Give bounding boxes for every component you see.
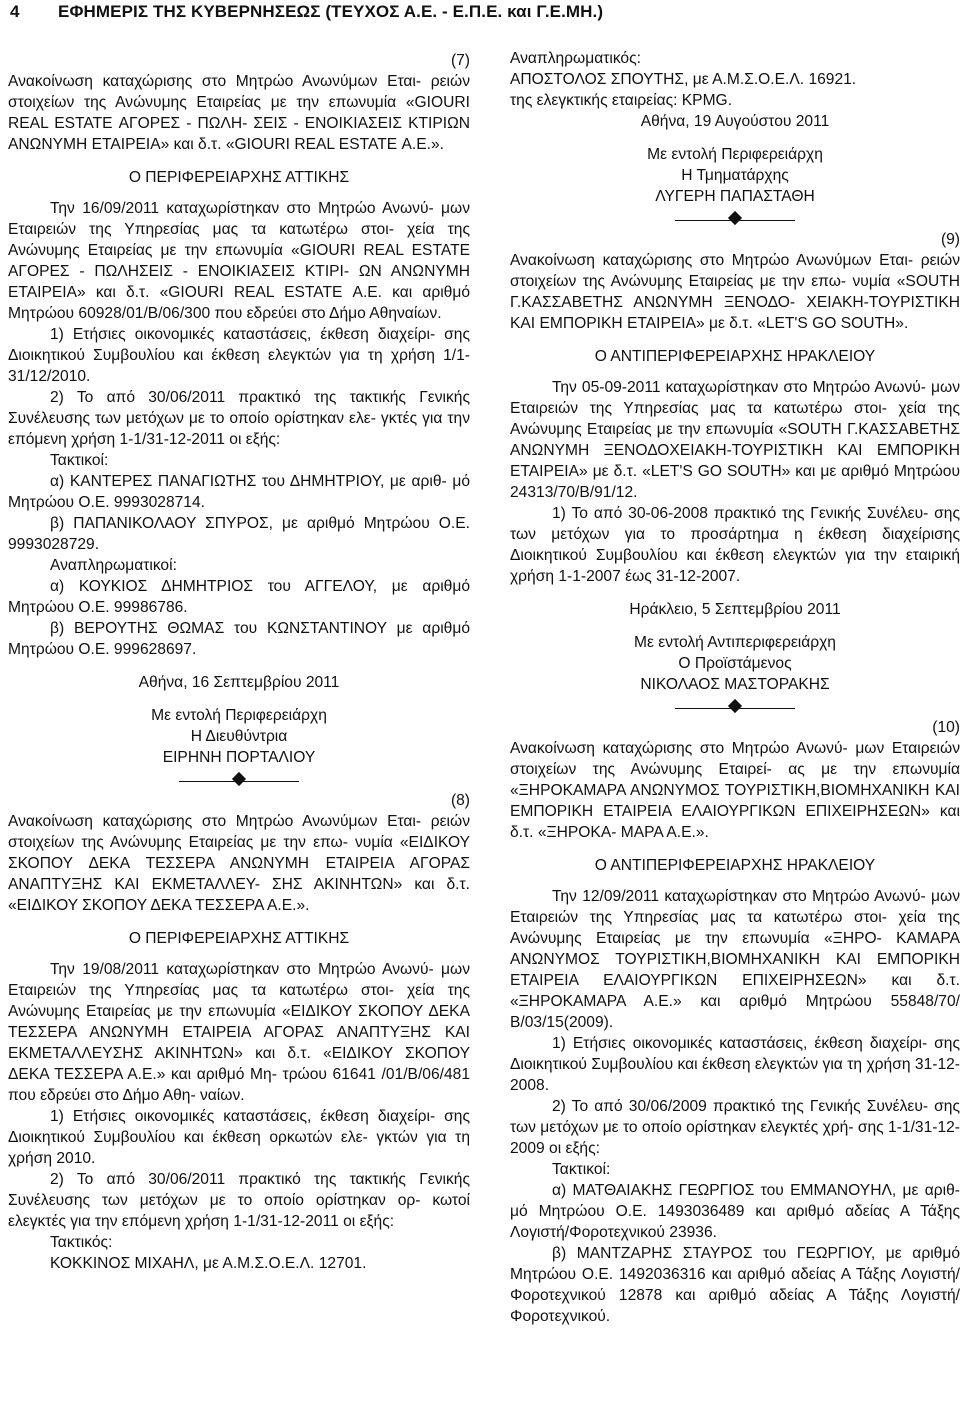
notice-7-authority: Ο ΠΕΡΙΦΕΡΕΙΑΡΧΗΣ ΑΤΤΙΚΗΣ (128, 169, 350, 186)
notice-7-title: Ανακοίνωση καταχώρισης στο Μητρώο Ανωνύμων Εται- ρειών στοιχείων της Ανώνυμης Εταιρείας με την επωνυμία «GIOURI REAL ESTATE ΑΓΟΡΕΣ - ΠΩΛΗ- ΣΕΙΣ - ΕΝΟΙΚΙΑΣΕΙΣ ΚΤΙΡΙΩΝ ΑΝΩΝΥΜΗ ΕΤΑΙΡΕΙΑ» και δ.τ. «GIOURI REAL ESTATE Α.Ε.». (8, 73, 470, 153)
notice-8-audit-firm: της ελεγκτικής εταιρείας: KPMG. (510, 92, 733, 109)
notice-9-signature-line-2: Ο Προϊστάμενος (678, 655, 792, 672)
notice-9-body: Την 05-09-2011 καταχωρίστηκαν στο Μητρώο Ανωνύ- μων Εταιρειών της Υπηρεσίας μας τα κατωτέρω στοι- χεία της Ανώνυμης Εταιρείας με την επωνυμία «SOUTH Γ.ΚΑΣΣΑΒΕΤΗΣ ΑΝΩΝΥΜΗ ΞΕΝΟΔΟΧΕΙΑΚΗ-ΤΟΥΡΙΣΤΙΚΗ ΚΑΙ ΕΜΠΟΡΙΚΗ ΕΤΑΙΡΕΙΑ» με δ.τ. «LET'S GO SOUTH» και με αριθμό Μητρώου 24313/70/Β/91/12. (510, 379, 960, 501)
page-number: 4 (10, 2, 20, 21)
notice-8-item-2: 2) Το από 30/06/2011 πρακτικό της τακτικής Γενικής Συνέλευσης των μετόχων με το οποίο ορίστηκαν ορ- κωτοί ελεγκτές για την επόμενη χρήση 1-1/31-12-2011 οι εξής: (8, 1171, 470, 1230)
page-header (0, 0, 960, 30)
diamond-icon (728, 211, 742, 225)
notice-10-regular-b: β) ΜΑΝΤΖΑΡΗΣ ΣΤΑΥΡΟΣ του ΓΕΩΡΓΙΟΥ, με αριθμό Μητρώου Ο.Ε. 1492036316 και αριθμό αδείας Α Τάξης Λογιστή/Φοροτεχνικού 12878 και αριθμό αδείας Α Τάξης Λογιστή/Φοροτεχνικού. (510, 1245, 960, 1325)
notice-9-place-date: Ηράκλειο, 5 Σεπτεμβρίου 2011 (629, 601, 841, 618)
right-column (510, 48, 960, 1327)
notice-7-signature-line-2: Η Διευθύντρια (190, 728, 288, 745)
notice-10-authority: Ο ΑΝΤΙΠΕΡΙΦΕΡΕΙΑΡΧΗΣ ΗΡΑΚΛΕΙΟΥ (594, 857, 876, 874)
running-title: ΕΦΗΜΕΡΙΣ ΤΗΣ ΚΥΒΕΡΝΗΣΕΩΣ (ΤΕΥΧΟΣ Α.Ε. - Ε.Π.Ε. και Γ.Ε.ΜΗ.) (58, 2, 604, 21)
notice-7-regular-label: Τακτικοί: (50, 452, 109, 469)
notice-number-7: (7) (450, 52, 470, 69)
notice-7-item-1: 1) Ετήσιες οικονομικές καταστάσεις, έκθεση διαχείρι- σης Διοικητικού Συμβουλίου και έκθεση ελεγκτών για τη χρήση 1/1-31/12/2010. (8, 326, 470, 385)
notice-9-authority: Ο ΑΝΤΙΠΕΡΙΦΕΡΕΙΑΡΧΗΣ ΗΡΑΚΛΕΙΟΥ (594, 348, 876, 365)
notice-10-regular-a: α) ΜΑΤΘΑΙΑΚΗΣ ΓΕΩΡΓΙΟΣ του ΕΜΜΑΝΟΥΗΛ, με αριθ- μό Μητρώου Ο.Ε. 1493036489 και αριθμό αδείας Α Τάξης Λογιστή/Φοροτεχνικού 23936. (510, 1182, 960, 1241)
notice-7-alternate-a: α) ΚΟΥΚΙΟΣ ΔΗΜΗΤΡΙΟΣ του ΑΓΓΕΛΟΥ, με αριθμό Μητρώου Ο.Ε. 99986786. (8, 578, 470, 616)
left-column (8, 48, 470, 1274)
notice-7-alternate-label: Αναπληρωματικοί: (50, 557, 177, 574)
notice-7-signature-name: ΕΙΡΗΝΗ ΠΟΡΤΑΛΙΟΥ (162, 749, 316, 766)
notice-7-signature-line-1: Με εντολή Περιφερειάρχη (151, 707, 327, 724)
notice-10-title: Ανακοίνωση καταχώρισης στο Μητρώο Ανωνύ- μων Εταιρειών στοιχείων της Ανώνυμης Εταιρεί- ας με την επωνυμία «ΞΗΡΟΚΑΜΑΡΑ ΑΝΩΝΥΜΟΣ ΤΟΥΡΙΣΤΙΚΗ,ΒΙΟΜΗΧΑΝΙΚΗ ΚΑΙ ΕΜΠΟΡΙΚΗ ΕΤΑΙΡΕΙΑ ΕΛΑΙΟΥΡΓΙΚΩΝ ΕΠΙΧΕΙΡΗΣΕΩΝ» και δ.τ. «ΞΗΡΟΚΑ- ΜΑΡΑ Α.Ε.». (510, 740, 960, 841)
notice-10-item-2: 2) Το από 30/06/2009 πρακτικό της Γενικής Συνέλευ- σης των μετόχων με το οποίο ορίστηκαν ελεγκτές χρή- σης 1-1/31-12-2009 οι εξής: (510, 1098, 960, 1157)
notice-10-regular-label: Τακτικοί: (552, 1161, 611, 1178)
notice-9-item-1: 1) Το από 30-06-2008 πρακτικό της Γενικής Συνέλευ- σης των μετόχων για το προσάρτημα η έκθεση διαχείρισης Διοικητικού Συμβουλίου και έκθεση ελεγκτών για την εταιρική χρήση 1-1-2007 έως 31-12-2007. (510, 505, 960, 585)
notice-8-alternate-label: Αναπληρωματικός: (510, 50, 641, 67)
notice-number-8: (8) (450, 792, 470, 809)
notice-7-item-2: 2) Το από 30/06/2011 πρακτικό της τακτικής Γενικής Συνέλευσης των μετόχων με το οποίο ορίστηκαν ελε- γκτές για την επόμενη χρήση 1-1/31-12-2011 οι εξής: (8, 389, 470, 448)
notice-8-regular-a: ΚΟΚΚΙΝΟΣ ΜΙΧΑΗΛ, με Α.Μ.Σ.Ο.Ε.Λ. 12701. (50, 1255, 367, 1272)
notice-9-signature-line-1: Με εντολή Αντιπεριφερειάρχη (634, 634, 836, 651)
notice-7-place-date: Αθήνα, 16 Σεπτεμβρίου 2011 (138, 674, 340, 691)
section-divider (510, 213, 960, 227)
section-divider (8, 774, 470, 788)
notice-8-signature-name: ΛΥΓΕΡΗ ΠΑΠΑΣΤΑΘΗ (655, 188, 815, 205)
notice-8-alternate-a: ΑΠΟΣΤΟΛΟΣ ΣΠΟΥΤΗΣ, με Α.Μ.Σ.Ο.Ε.Λ. 16921. (510, 71, 857, 88)
notice-10-body: Την 12/09/2011 καταχωρίστηκαν στο Μητρώο Ανωνύ- μων Εταιρειών της Υπηρεσίας μας τα κατωτέρω στοι- χεία της Ανώνυμης Εταιρείας με την επωνυμία «ΞΗΡΟ- ΚΑΜΑΡΑ ΑΝΩΝΥΜΟΣ ΤΟΥΡΙΣΤΙΚΗ,ΒΙΟΜΗΧΑΝΙΚΗ ΚΑΙ ΕΜΠΟΡΙΚΗ ΕΤΑΙΡΕΙΑ ΕΛΑΙΟΥΡΓΙΚΩΝ ΕΠΙΧΕΙΡΗΣΕΩΝ» και δ.τ. «ΞΗΡΟΚΑΜΑΡΑ Α.Ε.» και αριθμό Μητρώου 55848/70/ Β/03/15(2009). (510, 888, 960, 1031)
notice-10-item-1: 1) Ετήσιες οικονομικές καταστάσεις, έκθεση διαχείρι- σης Διοικητικού Συμβουλίου και έκθεση ελεγκτών για τη χρήση 31-12-2008. (510, 1035, 960, 1094)
notice-8-authority: Ο ΠΕΡΙΦΕΡΕΙΑΡΧΗΣ ΑΤΤΙΚΗΣ (128, 930, 350, 947)
notice-8-place-date: Αθήνα, 19 Αυγούστου 2011 (640, 113, 830, 130)
diamond-icon (232, 772, 246, 786)
notice-number-9: (9) (940, 231, 960, 248)
notice-9-title: Ανακοίνωση καταχώρισης στο Μητρώο Ανωνύμων Εται- ρειών στοιχείων της Ανώνυμης Εταιρείας με την επω- νυμία «SOUTH Γ.ΚΑΣΣΑΒΕΤΗΣ ΑΝΩΝΥΜΗ ΞΕΝΟΔΟ- ΧΕΙΑΚΗ-ΤΟΥΡΙΣΤΙΚΗ ΚΑΙ ΕΜΠΟΡΙΚΗ ΕΤΑΙΡΕΙΑ» με δ.τ. «LET'S GO SOUTH». (510, 252, 960, 332)
notice-7-regular-a: α) ΚΑΝΤΕΡΕΣ ΠΑΝΑΓΙΩΤΗΣ του ΔΗΜΗΤΡΙΟΥ, με αριθ- μό Μητρώου Ο.Ε. 9993028714. (8, 473, 470, 511)
section-divider (510, 701, 960, 715)
notice-7-body: Την 16/09/2011 καταχωρίστηκαν στο Μητρώο Ανωνύ- μων Εταιρειών της Υπηρεσίας μας τα κατωτέρω στοι- χεία της Ανώνυμης Εταιρείας με την επωνυμία «GIOURI REAL ESTATE ΑΓΟΡΕΣ - ΠΩΛΗΣΕΙΣ - ΕΝΟΙΚΙΑΣΕΙΣ ΚΤΙΡΙ- ΩΝ ΑΝΩΝΥΜΗ ΕΤΑΙΡΕΙΑ» και δ.τ. «GIOURI REAL ESTATE Α.Ε. και αριθμό Μητρώου 60928/01/Β/06/300 που εδρεύει στο Δήμο Αθηναίων. (8, 200, 470, 322)
notice-8-item-1: 1) Ετήσιες οικονομικές καταστάσεις, έκθεση διαχείρι- σης Διοικητικού Συμβουλίου και έκθεση ορκωτών ελε- γκτών για τη χρήση 2010. (8, 1108, 470, 1167)
notice-7-alternate-b: β) ΒΕΡΟΥΤΗΣ ΘΩΜΑΣ του ΚΩΝΣΤΑΝΤΙΝΟΥ με αριθμό Μητρώου Ο.Ε. 999628697. (8, 620, 470, 658)
notice-8-regular-label: Τακτικός: (50, 1234, 113, 1251)
notice-8-body: Την 19/08/2011 καταχωρίστηκαν στο Μητρώο Ανωνύ- μων Εταιρειών της Υπηρεσίας μας τα κατωτέρω στοι- χεία της Ανώνυμης Εταιρείας με την επωνυμία «ΕΙΔΙΚΟΥ ΣΚΟΠΟΥ ΔΕΚΑ ΤΕΣΣΕΡΑ ΑΝΩΝΥΜΗ ΕΤΑΙΡΕΙΑ ΑΓΟΡΑΣ ΑΝΑΠΤΥΞΗΣ ΚΑΙ ΕΚΜΕΤΑΛΛΕΥΣΗΣ ΑΚΙΝΗΤΩΝ» και δ.τ. «ΕΙΔΙΚΟΥ ΣΚΟΠΟΥ ΔΕΚΑ ΤΕΣΣΕΡΑ Α.Ε.» και αριθμό Μη- τρώου 61641 /01/Β/06/481 που εδρεύει στο Δήμο Αθη- ναίων. (8, 961, 470, 1104)
notice-8-signature-line-2: Η Τμηματάρχης (681, 167, 789, 184)
diamond-icon (728, 699, 742, 713)
notice-8-title: Ανακοίνωση καταχώρισης στο Μητρώο Ανωνύμων Εται- ρειών στοιχείων της Ανώνυμης Εταιρείας με την επω- νυμία «ΕΙΔΙΚΟΥ ΣΚΟΠΟΥ ΔΕΚΑ ΤΕΣΣΕΡΑ ΑΝΩΝΥΜΗ ΕΤΑΙΡΕΙΑ ΑΓΟΡΑΣ ΑΝΑΠΤΥΞΗΣ ΚΑΙ ΕΚΜΕΤΑΛΛΕΥ- ΣΗΣ ΑΚΙΝΗΤΩΝ» και δ.τ. «ΕΙΔΙΚΟΥ ΣΚΟΠΟΥ ΔΕΚΑ ΤΕΣΣΕΡΑ Α.Ε.». (8, 813, 470, 914)
notice-8-signature-line-1: Με εντολή Περιφερειάρχη (647, 146, 823, 163)
notice-7-regular-b: β) ΠΑΠΑΝΙΚΟΛΑΟΥ ΣΠΥΡΟΣ, με αριθμό Μητρώου Ο.Ε. 9993028729. (8, 515, 470, 553)
notice-9-signature-name: ΝΙΚΟΛΑΟΣ ΜΑΣΤΟΡΑΚΗΣ (640, 676, 830, 693)
notice-number-10: (10) (932, 719, 960, 736)
